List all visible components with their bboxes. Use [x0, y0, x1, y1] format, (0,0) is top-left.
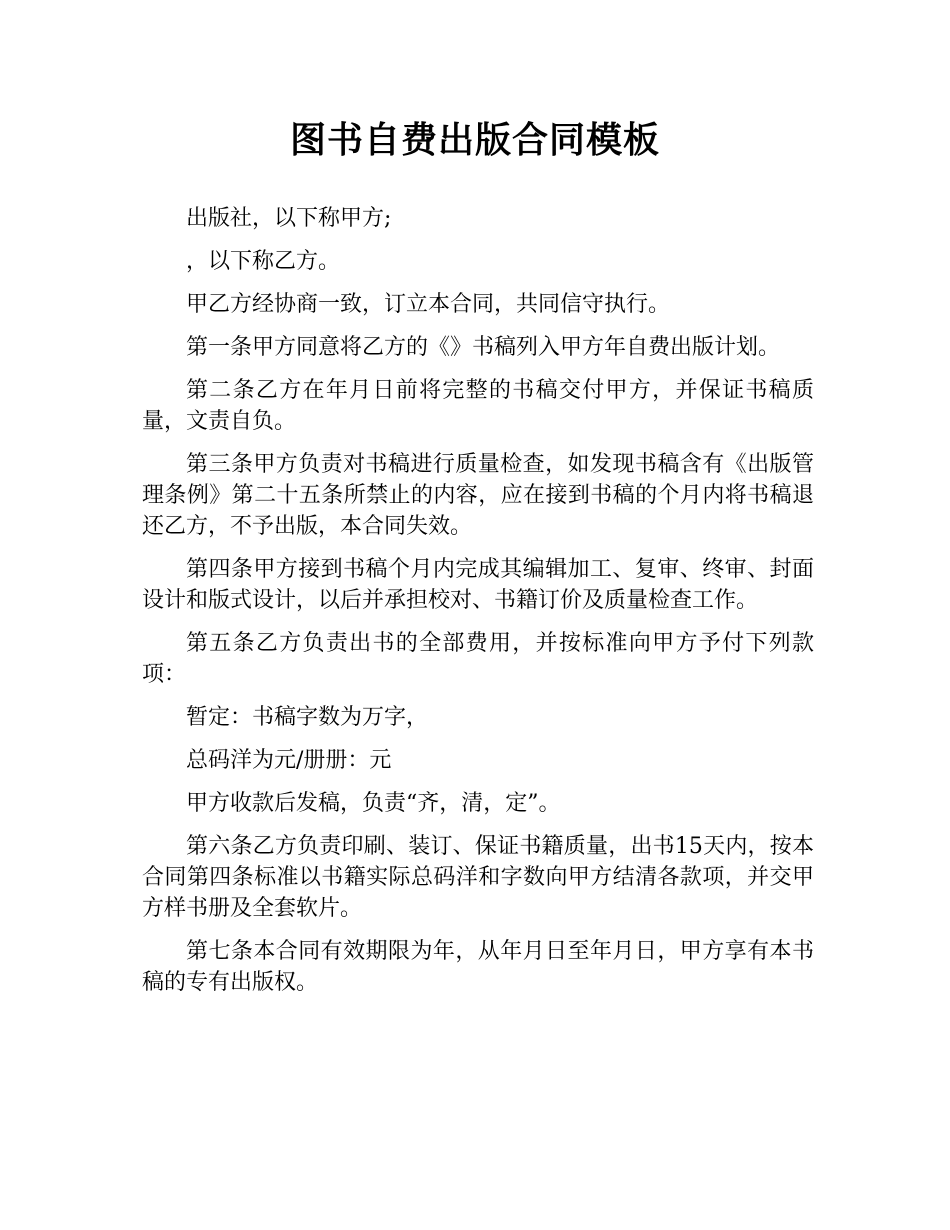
paragraph-word-count: 暂定：书稿字数为万字，: [186, 705, 429, 730]
paragraph-article-3: 第三条甲方负责对书稿进行质量检查，如发现书稿含有《出版管理条例》第二十五条所禁止的内容，应在接到书稿的个月内将书稿退还乙方，不予出版，本合同失效。: [142, 452, 814, 539]
paragraph-agreement: 甲乙方经协商一致，订立本合同，共同信守执行。: [186, 292, 671, 317]
paragraph-payment: 甲方收款后发稿，负责“齐，清，定”。: [186, 791, 561, 816]
paragraph-article-7: 第七条本合同有效期限为年，从年月日至年月日，甲方享有本书稿的专有出版权。: [142, 939, 814, 995]
paragraph-article-6: 第六条乙方负责印刷、装订、保证书籍质量，出书15天内，按本合同第四条标准以书籍实际总码洋和字数向甲方结清各款项，并交甲方样书册及全套软片。: [142, 834, 814, 921]
paragraph-article-5: 第五条乙方负责出书的全部费用，并按标准向甲方予付下列款项：: [142, 631, 814, 687]
paragraph-party-b: ，以下称乙方。: [186, 249, 341, 274]
paragraph-article-4: 第四条甲方接到书稿个月内完成其编辑加工、复审、终审、封面设计和版式设计，以后并承担校对、书籍订价及质量检查工作。: [142, 557, 814, 613]
paragraph-party-a: 出版社，以下称甲方;: [186, 206, 392, 231]
paragraph-article-2: 第二条乙方在年月日前将完整的书稿交付甲方，并保证书稿质量，文责自负。: [142, 378, 814, 434]
document-body: [142, 203, 814, 1010]
paragraph-total-price: 总码洋为元/册册：元: [186, 748, 392, 773]
paragraph-article-1: 第一条甲方同意将乙方的《》书稿列入甲方年自费出版计划。: [186, 335, 781, 360]
document-title: 图书自费出版合同模板: [289, 120, 660, 161]
